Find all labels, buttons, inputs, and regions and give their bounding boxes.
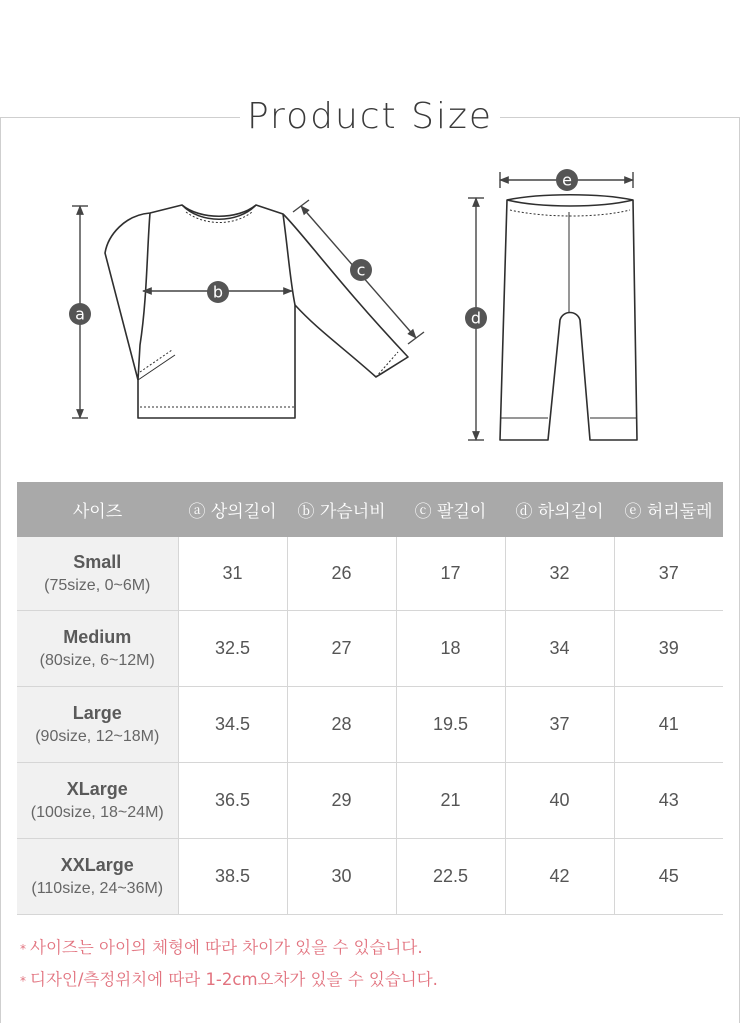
- table-cell: 36.5: [178, 763, 287, 839]
- table-cell: 27: [287, 611, 396, 687]
- size-name: Medium: [63, 626, 132, 647]
- svg-text:d: d: [470, 308, 482, 328]
- note-item: [20, 932, 438, 964]
- note-text: 디자인/측정위치에 따라 1-2cm오차가 있을 수 있습니다.: [30, 970, 438, 989]
- header-size: 사이즈: [17, 482, 178, 537]
- table-cell: 42: [505, 839, 614, 915]
- table-cell: 37: [614, 537, 723, 611]
- table-cell: 43: [614, 763, 723, 839]
- size-name-cell: [17, 537, 178, 611]
- table-row: [17, 537, 723, 611]
- table-cell: 41: [614, 687, 723, 763]
- header-chest-width: ⓑ 가슴너비: [287, 482, 396, 537]
- note-text: 사이즈는 아이의 체형에 따라 차이가 있을 수 있습니다.: [30, 938, 423, 957]
- table-cell: 18: [396, 611, 505, 687]
- notes: [20, 932, 438, 996]
- measure-a-marker: [69, 303, 91, 325]
- table-cell: 34.5: [178, 687, 287, 763]
- table-cell: 31: [178, 537, 287, 611]
- table-cell: 34: [505, 611, 614, 687]
- header-top-length: ⓐ 상의길이: [178, 482, 287, 537]
- table-cell: 22.5: [396, 839, 505, 915]
- size-desc: (100size, 18~24M): [30, 803, 164, 821]
- size-name: Small: [73, 551, 122, 572]
- page-title: Product Size: [240, 92, 500, 142]
- pants-outline: [500, 195, 637, 440]
- table-row: [17, 839, 723, 915]
- size-name-cell: [17, 839, 178, 915]
- shirt-outline: [105, 205, 408, 418]
- table-cell: 28: [287, 687, 396, 763]
- size-desc: (90size, 12~18M): [35, 727, 160, 745]
- svg-text:b: b: [212, 282, 224, 302]
- asterisk-icon: *: [20, 942, 26, 956]
- header-waist: ⓔ 허리둘레: [614, 482, 723, 537]
- size-name-cell: [17, 687, 178, 763]
- size-table: [17, 482, 723, 915]
- svg-text:a: a: [75, 304, 85, 324]
- table-cell: 40: [505, 763, 614, 839]
- table-row: [17, 611, 723, 687]
- table-cell: 26: [287, 537, 396, 611]
- measure-e-marker: [556, 169, 578, 191]
- table-cell: 19.5: [396, 687, 505, 763]
- size-name: Large: [72, 702, 122, 723]
- header-sleeve-length: ⓒ 팔길이: [396, 482, 505, 537]
- table-cell: 45: [614, 839, 723, 915]
- measure-b-marker: [207, 281, 229, 303]
- measure-d-marker: [465, 307, 487, 329]
- table-cell: 21: [396, 763, 505, 839]
- svg-text:c: c: [356, 260, 366, 280]
- size-name-cell: [17, 611, 178, 687]
- table-cell: 29: [287, 763, 396, 839]
- table-row: [17, 687, 723, 763]
- size-name: XXLarge: [60, 854, 134, 875]
- table-cell: 32: [505, 537, 614, 611]
- table-cell: 37: [505, 687, 614, 763]
- size-desc: (80size, 6~12M): [39, 651, 155, 669]
- table-cell: 39: [614, 611, 723, 687]
- measure-c-marker: [350, 259, 372, 281]
- size-name-cell: [17, 763, 178, 839]
- table-cell: 32.5: [178, 611, 287, 687]
- note-item: [20, 964, 438, 996]
- table-header-row: [17, 482, 723, 537]
- table-cell: 30: [287, 839, 396, 915]
- size-desc: (75size, 0~6M): [44, 576, 151, 594]
- asterisk-icon: *: [20, 974, 26, 988]
- table-cell: 17: [396, 537, 505, 611]
- size-name: XLarge: [66, 778, 128, 799]
- garment-diagram: [0, 150, 740, 450]
- svg-text:e: e: [562, 170, 572, 190]
- size-desc: (110size, 24~36M): [31, 879, 164, 897]
- table-cell: 38.5: [178, 839, 287, 915]
- table-row: [17, 763, 723, 839]
- header-bottom-length: ⓓ 하의길이: [505, 482, 614, 537]
